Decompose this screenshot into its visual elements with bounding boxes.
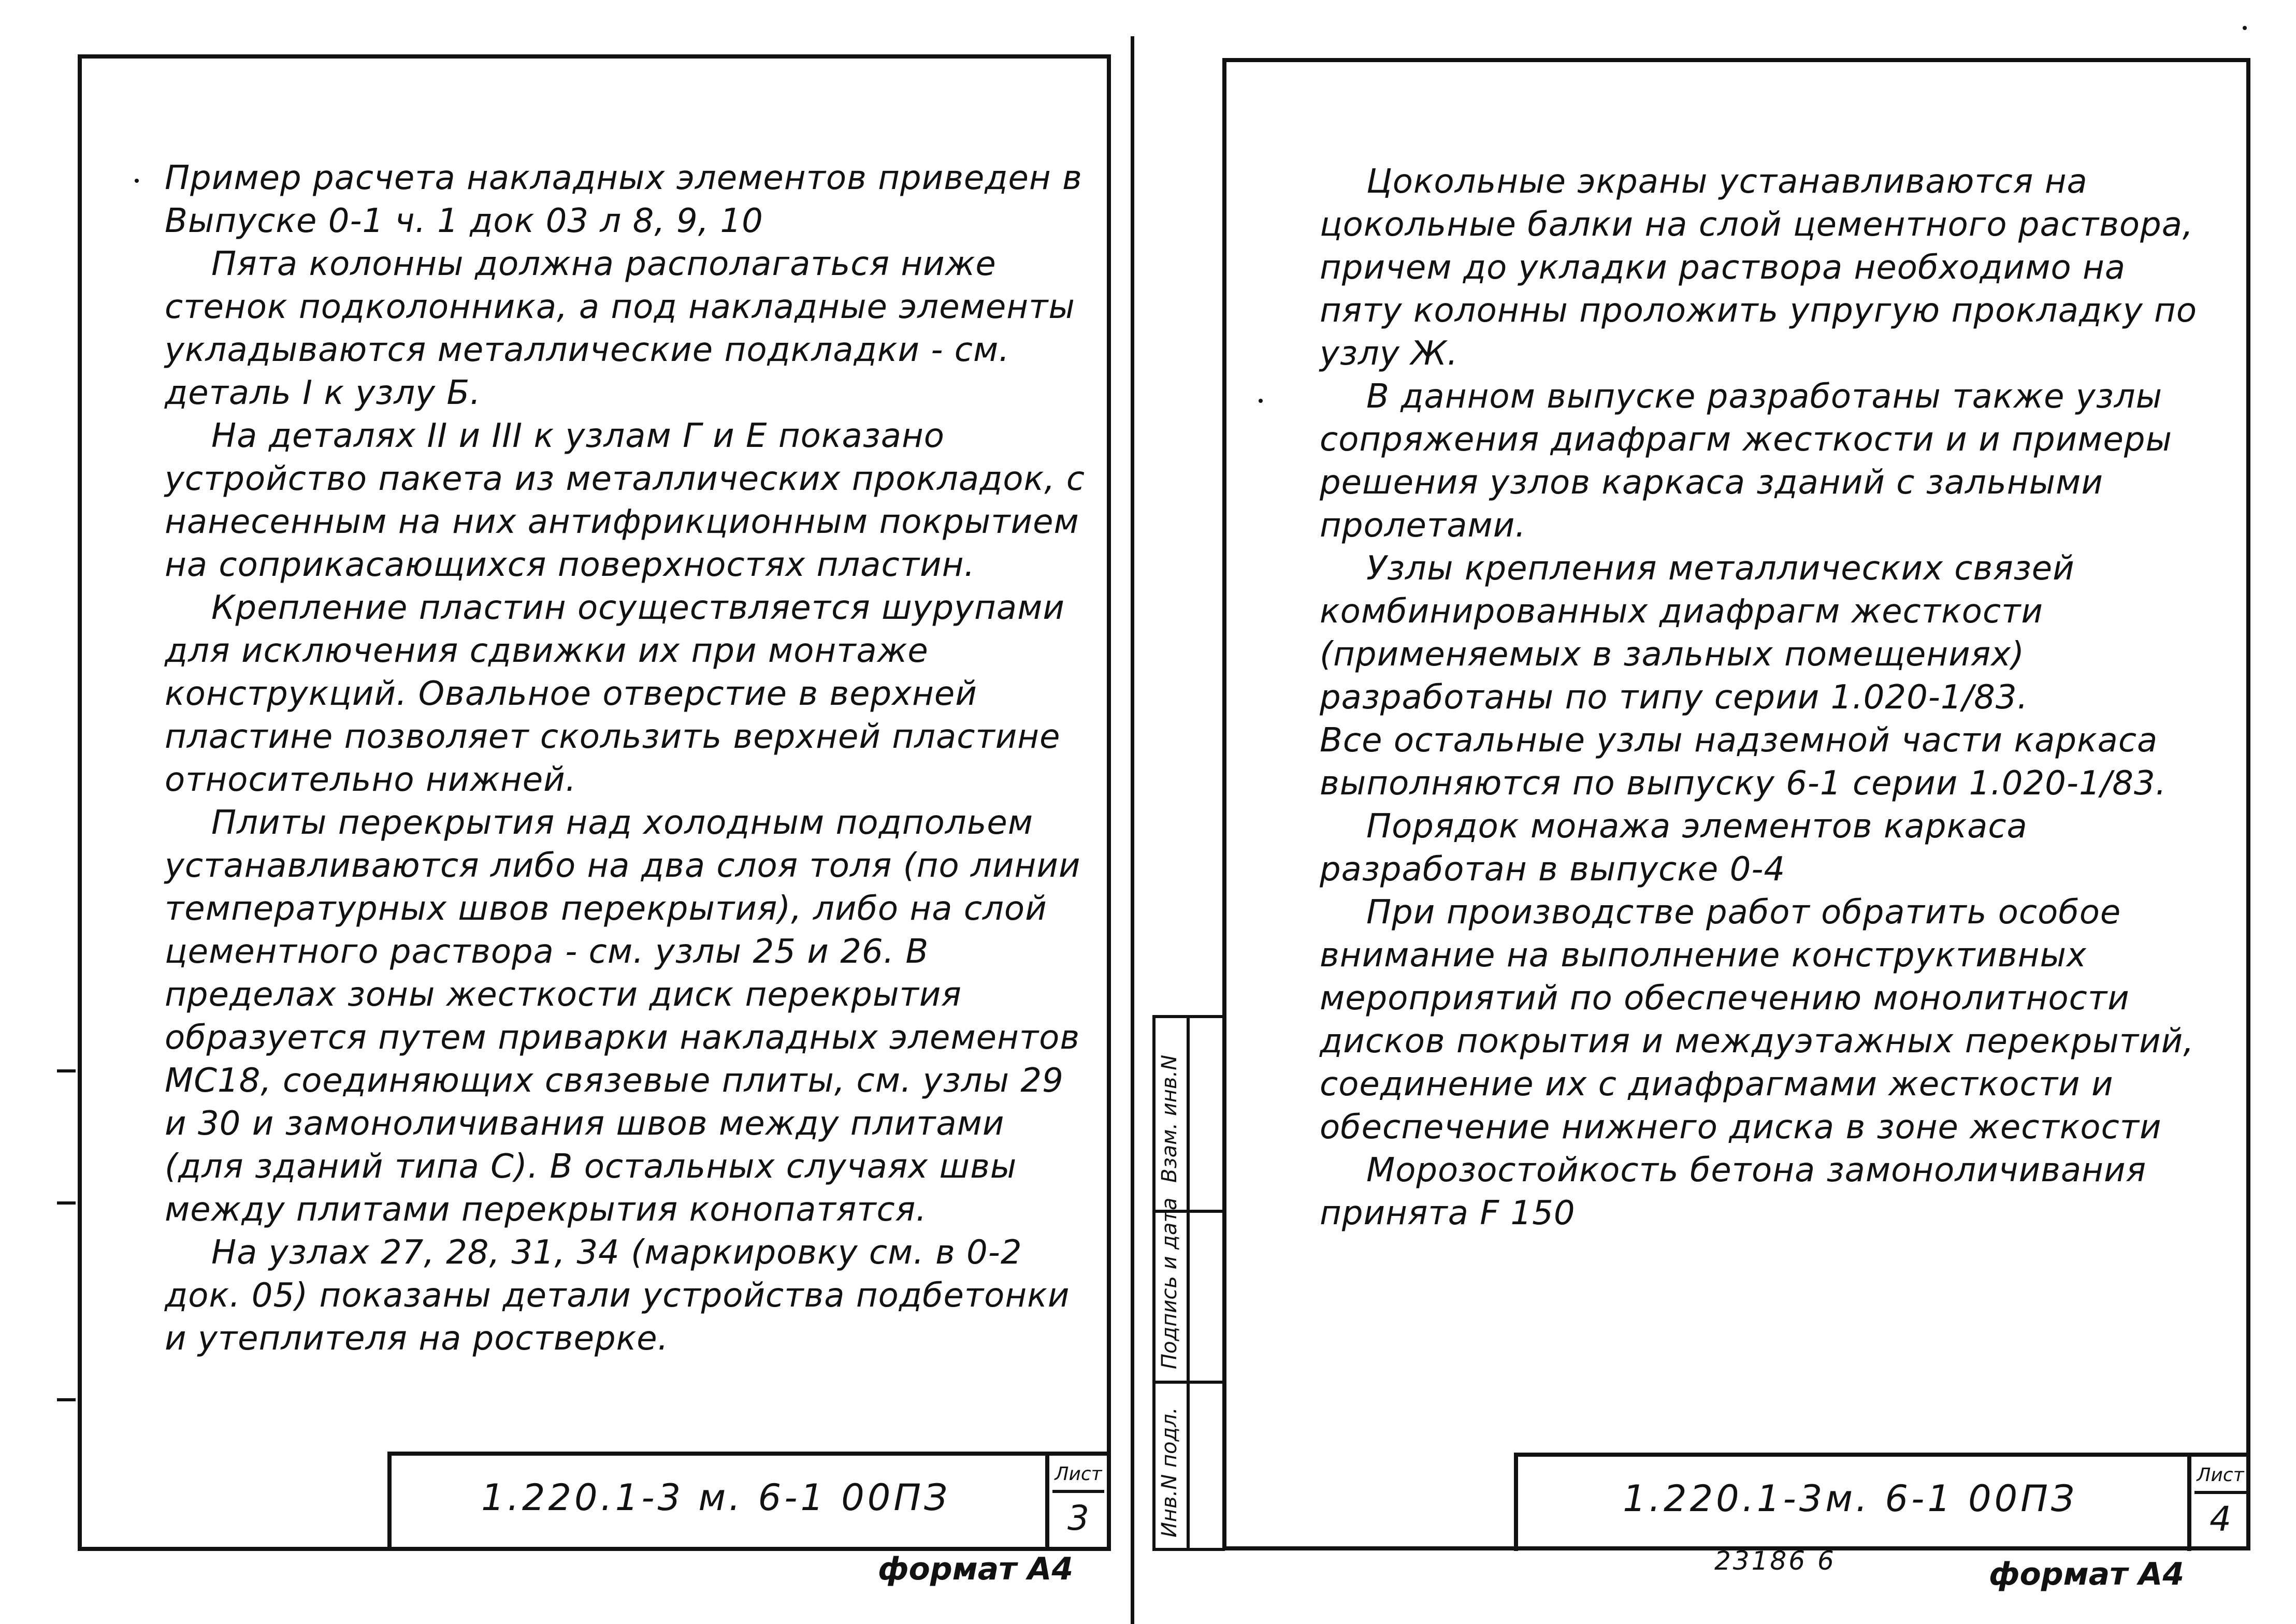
sheet-label: Лист (2194, 1460, 2246, 1494)
sheet-number-cell (2187, 1457, 2249, 1551)
paragraph: Крепление пластин осуществляется шурупами для исключения сдвижки их при монтаже конструкций. Овальное отверстие в верхней пластине позволяет скользить верхней пластине относительно нижней. (165, 589, 1065, 799)
strip-label: Взам. инв.N (1158, 1054, 1181, 1183)
margin-tick (57, 1201, 76, 1205)
paragraph: Пята колонны должна располагаться ниже стенок подколонника, а под накладные элементы укладываются металлические подкладки - см. деталь I к узлу Б. (165, 245, 1075, 412)
title-block (387, 1452, 1107, 1551)
paragraph: Все остальные узлы надземной части каркаса выполняются по выпуску 6-1 серии 1.020-1/83. (1320, 721, 2167, 803)
sheet-number: 3 (1067, 1498, 1089, 1538)
paragraph: При производстве работ обратить особое внимание на выполнение конструктивных мероприятий по обеспечению монолитности дисков покрытия и междуэтажных перекрытий, соединение их с диафрагмами жесткости и обеспечение нижнего диска в зоне жесткости (1320, 893, 2194, 1147)
sheet-label: Лист (1052, 1459, 1104, 1493)
paragraph: Морозостойкость бетона замоноличивания принята F 150 (1320, 1151, 2147, 1232)
paragraph: Цокольные экраны устанавливаются на цокольные балки на слой цементного раствора, причем до укладки раствора необходимо на пяту колонны проложить упругую прокладку по узлу Ж. (1320, 163, 2198, 373)
paragraph: Пример расчета накладных элементов приведен в Выпуске 0-1 ч. 1 док 03 л 8, 9, 10 (165, 159, 1082, 240)
margin-tick (57, 1069, 76, 1072)
strip-label: Инв.N подл. (1158, 1407, 1181, 1538)
sheet-number: 4 (2210, 1499, 2231, 1539)
format-label: формат А4 (1989, 1556, 2185, 1592)
title-block (1514, 1453, 2249, 1551)
right-sheet-text (1320, 161, 2211, 1235)
paragraph: В данном выпуске разработаны также узлы сопряжения диафрагм жесткости и и примеры решения узлов каркаса зданий с зальными пролетами. (1320, 378, 2172, 545)
binding-divider-line (1131, 36, 1134, 1624)
inventory-number: 23186 6 (1714, 1546, 1836, 1576)
left-sheet-text (165, 157, 1092, 1360)
paragraph: На узлах 27, 28, 31, 34 (маркировку см. в 0-2 док. 05) показаны детали устройства подбетонки и утеплителя на ростверке. (165, 1234, 1070, 1358)
strip-divider (1156, 1381, 1225, 1384)
document-code: 1.220.1-3м. 6-1 00ПЗ (1623, 1477, 2077, 1520)
margin-dot (2243, 26, 2247, 30)
right-sheet-frame (1222, 58, 2250, 1550)
paragraph: На деталях II и III к узлам Г и Е показано устройство пакета из металлических прокладок, с нанесенным на них антифрикционным покрытием на соприкасающихся поверхностях пластин. (165, 417, 1086, 584)
approval-side-strip (1152, 1015, 1225, 1551)
left-sheet-frame (78, 54, 1111, 1551)
format-label: формат А4 (878, 1551, 1074, 1587)
strip-label: Подпись и дата (1158, 1197, 1181, 1369)
document-code: 1.220.1-3 м. 6-1 00ПЗ (481, 1476, 950, 1519)
paragraph: Плиты перекрытия над холодным подпольем устанавливаются либо на два слоя толя (по линии температурных швов перекрытия), либо на слой цементного раствора - см. узлы 25 и 26. В пределах зоны жесткости диск перекрытия образуется путем приварки накладных элементов МС18, соединяющих связевые плиты, см. узлы 29 и 30 и замоноличивания швов между плитами (для зданий типа С). В остальных случаях швы между плитами перекрытия конопатятся. (165, 804, 1081, 1229)
sheet-number-cell (1045, 1456, 1107, 1551)
paragraph: Узлы крепления металлических связей комбинированных диафрагм жесткости (применяемых в зальных помещениях) разработаны по типу серии 1.020-1/83. (1320, 549, 2075, 717)
margin-tick (57, 1398, 76, 1401)
strip-divider (1187, 1018, 1190, 1548)
paragraph: Порядок монажа элементов каркаса разработан в выпуске 0-4 (1320, 807, 2028, 889)
